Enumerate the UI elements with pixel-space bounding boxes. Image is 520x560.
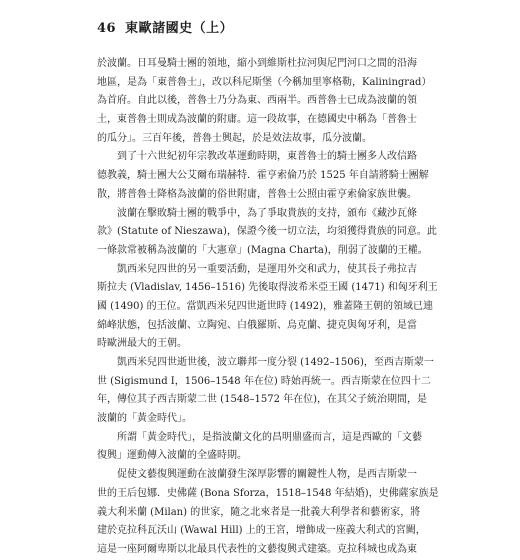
text-line: 凱西米兒四世的另一重要活動，是運用外交和武力，使其長子弗拉吉: [97, 263, 417, 275]
text-line: 義大利米蘭 (Milan) 的世家，隨之北來者是一批義大利學者和藝術家，將: [97, 506, 421, 518]
text-line: 促使文藝復興運動在波蘭發生深厚影響的關鍵性人物，是西吉斯蒙一: [97, 469, 417, 481]
page-number: 46: [97, 21, 117, 36]
text-line: 於波蘭。日耳曼騎士團的領地，縮小到維斯杜拉河與尼門河口之間的沿海: [97, 58, 417, 69]
text-line: 為首府。自此以後，普魯士乃分為東、西兩半。西普魯士已成為波蘭的領: [97, 95, 417, 107]
text-line: 德教義，騎士團大公艾爾布瑞赫特．霍亨索倫乃於 1525 年自請將騎士團解: [97, 170, 429, 182]
text-line: 世 (Sigismund I，1506–1548 年在位) 時始再統一。西吉斯蒙在位四十二: [97, 375, 431, 387]
running-title: 東歐諸國史（上）: [125, 21, 234, 36]
text-line: 綿峰狀態，包括波蘭、立陶宛、白俄羅斯、烏克蘭、捷克與匈牙利，是當: [97, 319, 417, 331]
text-line: 這是一座阿爾卑斯以北最具代表性的文藝復興式建築。克拉科城也成為東: [97, 543, 417, 555]
text-line: 時歐洲最大的王朝。: [97, 338, 187, 350]
text-line: 國 (1490) 的王位。當凱西米兒四世逝世時 (1492)，雅蓋隆王朝的領域已連: [97, 300, 434, 312]
text-line: 地區，是為「東普魯士」，改以科尼斯堡（今稱加里寧格勒，Kaliningrad）: [97, 76, 432, 88]
text-line: 一條款常被稱為波蘭的「大憲章」(Magna Charta)，削弱了波蘭的王權。: [97, 244, 428, 256]
text-line: 建於克拉科瓦沃山 (Wawal Hill) 上的王宮，增飾成一座義大利式的宮闕，: [97, 525, 426, 537]
text-line: 的瓜分」。三百年後，普魯士興起，於是效法故事，瓜分波蘭。: [97, 132, 372, 144]
text-line: 土，東普魯士則成為波蘭的附庸。這一段故事，在德國史中稱為「普魯士: [97, 114, 417, 126]
text-line: 散，將普魯士降格為波蘭的俗世附庸，普魯士公照由霍亨索倫家族世襲。: [97, 188, 417, 200]
text-line: 凱西米兒四世逝世後，波立聯邦一度分裂 (1492–1506)，至西吉斯蒙一: [97, 357, 434, 368]
text-line: 世的王后包娜．史佛薩 (Bona Sforza，1518–1548 年結婚)，史佛薩家族是: [97, 487, 439, 499]
text-line: 斯拉夫 (Vladislav, 1456–1516) 先後取得波希米亞王國 (1471) 和匈牙利王: [97, 282, 438, 294]
text-line: 復興」運動傳入波蘭的全盛時期。: [97, 450, 247, 462]
text-line: 波蘭的「黃金時代」。: [97, 413, 192, 425]
page-body-text: [97, 55, 440, 560]
text-line: 到了十六世紀初年宗教改革運動時期，東普魯士的騎士團多人改信路: [97, 151, 417, 163]
text-line: 所謂「黃金時代」，是指波蘭文化的昌明鼎盛而言，這是西歐的「文藝: [97, 431, 422, 443]
text-line: 年，傳位其子西吉斯蒙二世 (1548–1572 年在位)，在其父子統治期間，是: [97, 394, 428, 406]
page-header: [97, 17, 233, 36]
text-line: 款》(Statute of Nieszawa)，保證今後一切立法，均須獲得貴族的同意。此: [97, 226, 437, 238]
text-line: 波蘭在擊敗騎士團的戰爭中，為了爭取貴族的支持，頒布《藏沙瓦條: [97, 207, 417, 219]
